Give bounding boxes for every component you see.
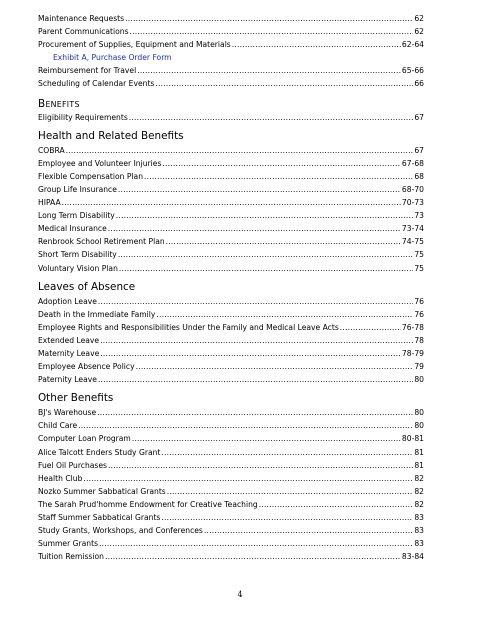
toc-entry-label: Parent Communications — [38, 27, 129, 37]
toc-entry-label: Maternity Leave — [38, 348, 100, 358]
toc-entry-label: The Sarah Prud'homme Endowment for Creative Teaching — [38, 499, 258, 509]
toc-entry-label: Employee Rights and Responsibilities Under the Family and Medical Leave Acts — [38, 322, 339, 332]
toc-entry-pages: 78-79 — [401, 348, 424, 358]
dot-leader — [259, 498, 414, 511]
dot-leader — [156, 308, 413, 321]
toc-entry-pages: 67-68 — [401, 158, 424, 168]
toc-group-leaves — [38, 295, 424, 387]
toc-entry — [38, 472, 424, 485]
toc-entry-pages: 76-78 — [401, 322, 424, 332]
toc-entry-pages: 66 — [414, 79, 424, 89]
toc-entry — [38, 347, 424, 360]
toc-entry-pages: 80 — [414, 421, 424, 431]
dot-leader — [161, 511, 413, 524]
toc-entry-pages: 74-75 — [401, 237, 424, 247]
toc-entry-pages: 73-74 — [401, 224, 424, 234]
toc-entry — [38, 38, 424, 51]
toc-entry-pages: 83 — [414, 526, 424, 536]
toc-entry — [38, 64, 424, 77]
dot-leader — [98, 295, 413, 308]
toc-entry — [38, 12, 424, 25]
toc-entry-label: Eligibility Requirements — [38, 112, 128, 122]
dot-leader — [166, 235, 401, 248]
toc-group-health — [38, 144, 424, 275]
toc-entry-label: Summer Grants — [38, 539, 99, 549]
toc-entry — [38, 209, 424, 222]
dot-leader — [105, 550, 401, 563]
dot-leader — [232, 38, 401, 51]
dot-leader — [125, 12, 413, 25]
toc-entry — [38, 77, 424, 90]
toc-entry-pages: 83-84 — [401, 552, 424, 562]
toc-entry — [38, 111, 424, 124]
toc-entry-pages: 80 — [414, 375, 424, 385]
dot-leader — [118, 248, 414, 261]
toc-entry-pages: 62 — [414, 27, 424, 37]
table-of-contents — [38, 12, 424, 563]
dot-leader — [100, 347, 401, 360]
toc-group-top — [38, 12, 424, 91]
toc-entry-pages: 80-81 — [401, 434, 424, 444]
toc-entry — [38, 419, 424, 432]
toc-entry-label: Extended Leave — [38, 335, 100, 345]
toc-entry-label: Tuition Remission — [38, 552, 104, 562]
toc-entry-label: Alice Talcott Enders Study Grant — [38, 447, 161, 457]
toc-entry — [38, 360, 424, 373]
toc-entry-label: Employee and Volunteer Injuries — [38, 158, 162, 168]
dot-leader — [137, 64, 401, 77]
dot-leader — [108, 459, 413, 472]
toc-entry-pages: 82 — [414, 473, 424, 483]
toc-entry — [38, 308, 424, 321]
toc-entry — [38, 157, 424, 170]
toc-entry-label: Employee Absence Policy — [38, 362, 135, 372]
dot-leader — [62, 196, 401, 209]
toc-entry-label: Adoption Leave — [38, 296, 97, 306]
dot-leader — [204, 524, 413, 537]
toc-entry — [38, 334, 424, 347]
benefits-heading-rest: ENEFITS — [45, 99, 80, 109]
dot-leader — [99, 537, 413, 550]
toc-entry — [38, 485, 424, 498]
toc-entry — [38, 406, 424, 419]
toc-subentry-link[interactable]: Exhibit A, Purchase Order Form — [53, 53, 172, 63]
toc-entry — [38, 25, 424, 38]
toc-entry-pages: 75 — [414, 250, 424, 260]
toc-entry-label: HIPAA — [38, 198, 61, 208]
toc-entry — [38, 321, 424, 334]
toc-entry-label: Long Term Disability — [38, 211, 115, 221]
toc-entry-pages: 81 — [414, 447, 424, 457]
toc-entry-pages: 62 — [414, 14, 424, 23]
toc-entry — [38, 459, 424, 472]
toc-entry-pages: 79 — [414, 362, 424, 372]
toc-entry-pages: 82 — [414, 486, 424, 496]
toc-entry — [38, 373, 424, 386]
toc-entry — [38, 248, 424, 261]
toc-entry-label: Study Grants, Workshops, and Conferences — [38, 526, 203, 536]
toc-entry — [38, 524, 424, 537]
toc-entry — [38, 550, 424, 563]
dot-leader — [97, 406, 413, 419]
toc-entry-pages: 76 — [414, 309, 424, 319]
toc-entry — [38, 222, 424, 235]
toc-entry-label: Paternity Leave — [38, 375, 97, 385]
toc-entry — [38, 446, 424, 459]
toc-entry-label: Fuel Oil Purchases — [38, 460, 108, 470]
toc-entry-label: Scheduling of Calendar Events — [38, 79, 155, 89]
dot-leader — [144, 170, 413, 183]
benefits-heading — [38, 98, 424, 111]
dot-leader — [118, 183, 401, 196]
section-title-leaves: Leaves of Absence — [38, 280, 136, 293]
toc-entry — [38, 235, 424, 248]
toc-entry-label: Nozko Summer Sabbatical Grants — [38, 486, 166, 496]
benefits-heading-initial: B — [38, 97, 46, 110]
dot-leader — [130, 25, 414, 38]
toc-entry-pages: 83 — [414, 513, 424, 522]
dot-leader — [129, 111, 414, 124]
toc-entry — [38, 295, 424, 308]
toc-entry-label: Staff Summer Sabbatical Grants — [38, 513, 161, 522]
toc-entry-pages: 83 — [414, 539, 424, 549]
toc-entry — [38, 511, 424, 524]
page-number: 4 — [237, 590, 243, 599]
toc-entry-pages: 67 — [414, 145, 424, 155]
toc-entry-pages: 65-66 — [401, 66, 424, 76]
toc-entry — [38, 432, 424, 445]
toc-entry-pages: 70-73 — [401, 198, 424, 208]
toc-entry — [38, 196, 424, 209]
section-title-health: Health and Related Benefits — [38, 129, 184, 142]
dot-leader — [161, 446, 413, 459]
toc-entry-label: Procurement of Supplies, Equipment and Materials — [38, 40, 231, 50]
toc-entry-label: Flexible Compensation Plan — [38, 171, 144, 181]
dot-leader — [100, 334, 413, 347]
toc-entry-pages: 68-70 — [401, 184, 424, 194]
toc-entry-label: Short Term Disability — [38, 250, 117, 260]
dot-leader — [155, 77, 413, 90]
toc-entry-pages: 68 — [414, 171, 424, 181]
toc-entry — [38, 144, 424, 157]
toc-entry-pages: 82 — [414, 499, 424, 509]
toc-entry-pages: 76 — [414, 296, 424, 306]
toc-entry — [38, 183, 424, 196]
toc-entry — [38, 262, 424, 275]
dot-leader — [83, 472, 413, 485]
toc-entry-pages: 62-64 — [401, 40, 424, 50]
toc-entry-label: Computer Loan Program — [38, 434, 131, 444]
toc-entry-pages: 67 — [414, 112, 424, 122]
toc-entry — [38, 537, 424, 550]
toc-entry-label: Maintenance Requests — [38, 14, 125, 23]
toc-group-other — [38, 406, 424, 563]
toc-entry-label: Medical Insurance — [38, 224, 107, 234]
toc-entry-label: COBRA — [38, 145, 65, 155]
dot-leader — [66, 144, 414, 157]
toc-entry-pages: 81 — [414, 460, 424, 470]
toc-entry-label: Reimbursement for Travel — [38, 66, 137, 76]
toc-entry-label: Child Care — [38, 421, 78, 431]
dot-leader — [162, 157, 401, 170]
toc-entry-label: Group Life Insurance — [38, 184, 117, 194]
dot-leader — [167, 485, 414, 498]
dot-leader — [340, 321, 401, 334]
dot-leader — [116, 209, 414, 222]
toc-entry-pages: 75 — [414, 263, 424, 273]
toc-entry — [38, 498, 424, 511]
dot-leader — [136, 360, 414, 373]
dot-leader — [98, 373, 413, 386]
toc-entry-label: Death in the Immediate Family — [38, 309, 156, 319]
toc-entry-pages: 78 — [414, 335, 424, 345]
dot-leader — [119, 262, 413, 275]
toc-entry — [38, 170, 424, 183]
toc-entry-label: BJ's Warehouse — [38, 408, 97, 418]
dot-leader — [78, 419, 413, 432]
dot-leader — [132, 432, 401, 445]
toc-entry-pages: 73 — [414, 211, 424, 221]
toc-entry-label: Health Club — [38, 473, 83, 483]
dot-leader — [108, 222, 401, 235]
section-title-other: Other Benefits — [38, 392, 114, 405]
toc-entry-pages: 80 — [414, 408, 424, 418]
toc-entry-label: Voluntary Vision Plan — [38, 263, 118, 273]
toc-entry-label: Renbrook School Retirement Plan — [38, 237, 165, 247]
